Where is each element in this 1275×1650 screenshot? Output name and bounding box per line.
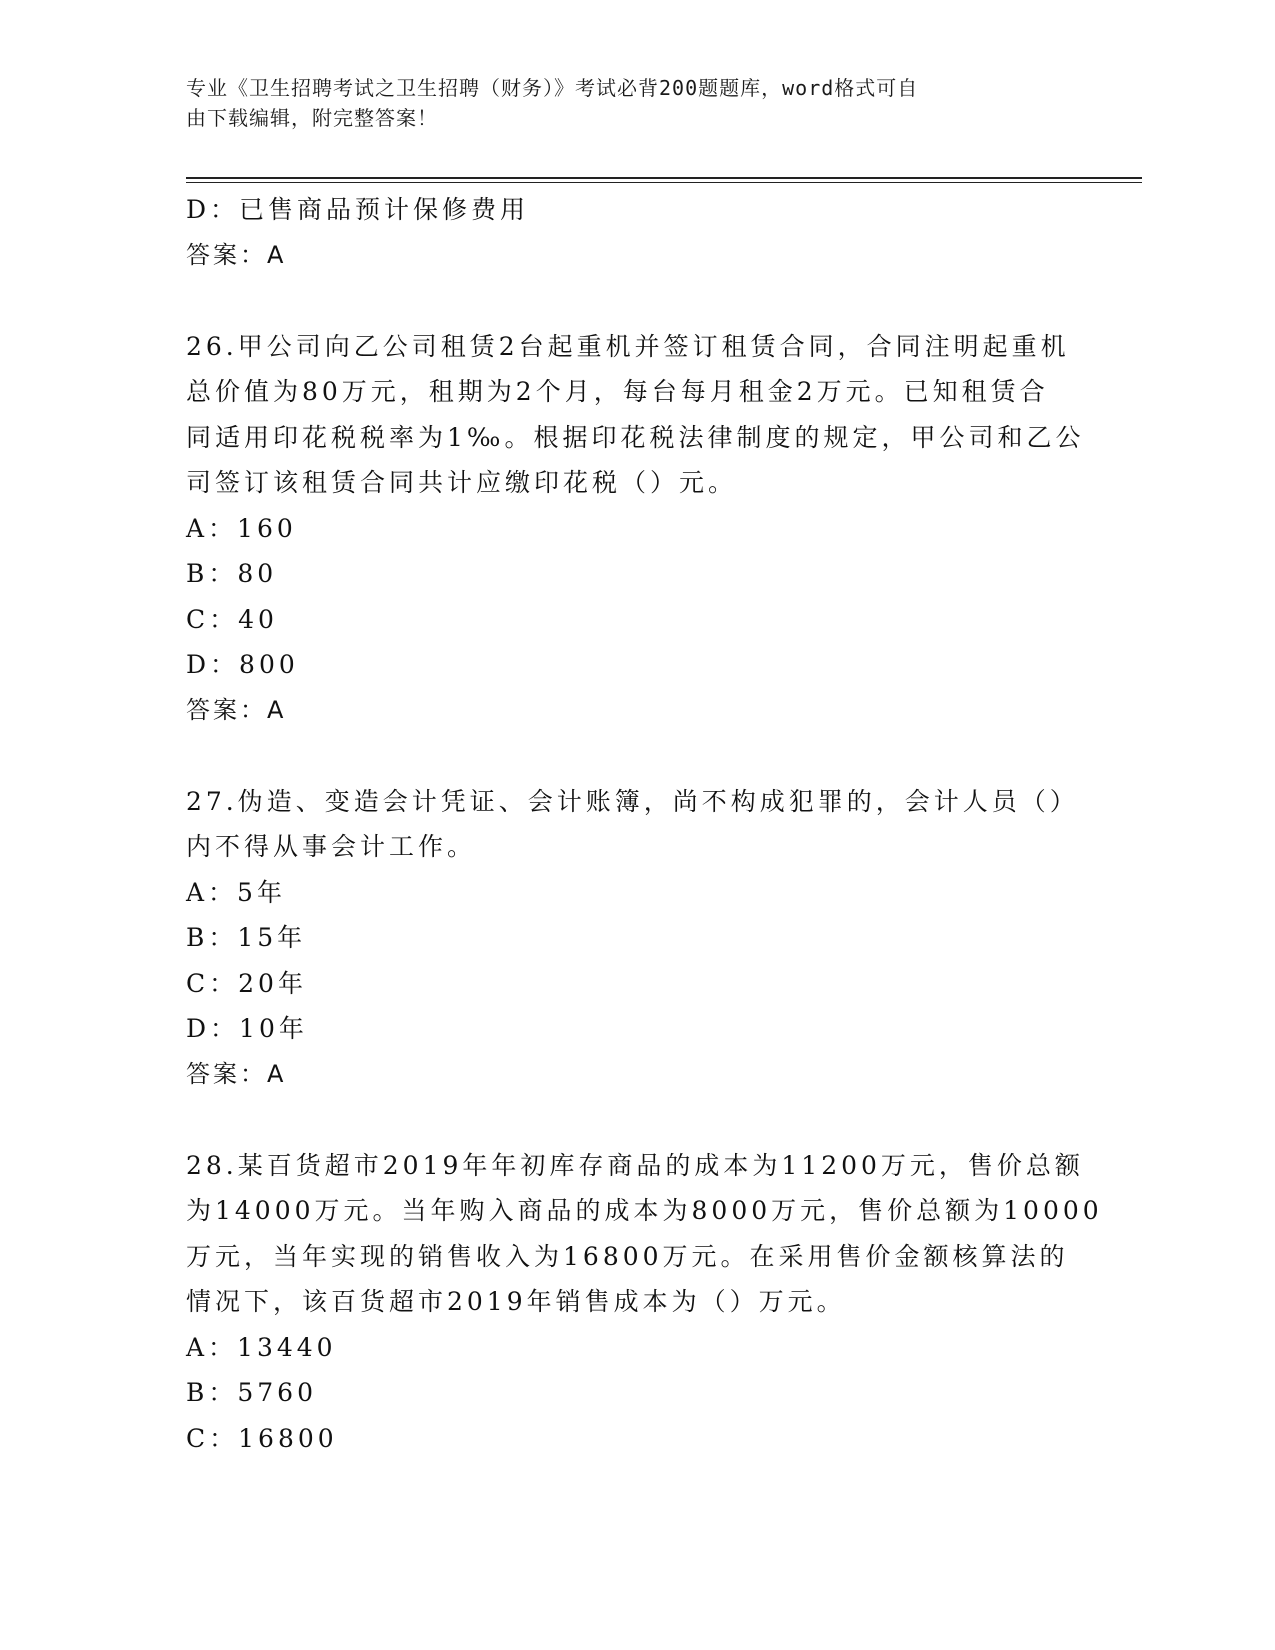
question-26 xyxy=(186,324,1085,734)
question-stem-line: 内不得从事会计工作。 xyxy=(186,832,477,861)
question-stem-line: 26.甲公司向乙公司租赁2台起重机并签订租赁合同，合同注明起重机 xyxy=(186,331,1070,361)
header-divider-thin xyxy=(186,182,1142,183)
question-stem-line: 总价值为80万元，租期为2个月，每台每月租金2万元。已知租赁合 xyxy=(186,377,1049,406)
answer-line: 答案：A xyxy=(186,240,287,269)
option-c: C：16800 xyxy=(186,1423,338,1453)
question-stem-line: 27.伪造、变造会计凭证、会计账簿，尚不构成犯罪的，会计人员（） xyxy=(186,786,1079,816)
question-stem-line: 司签订该租赁合同共计应缴印花税（）元。 xyxy=(186,468,738,497)
question-stem-line: 同适用印花税税率为1‰。根据印花税法律制度的规定，甲公司和乙公 xyxy=(186,422,1085,452)
question-stem-line: 万元，当年实现的销售收入为16800万元。在采用售价金额核算法的 xyxy=(186,1241,1069,1271)
option-b: B：80 xyxy=(186,559,278,588)
spacer xyxy=(186,1097,1066,1143)
option-d: D：10年 xyxy=(186,1014,308,1043)
question-28 xyxy=(186,1143,1103,1462)
question-stem-line: 情况下，该百货超市2019年销售成本为（）万元。 xyxy=(186,1287,846,1316)
document-header xyxy=(186,73,1066,133)
document-body xyxy=(186,187,1103,1461)
option-a: A：160 xyxy=(186,513,297,543)
option-d: D：已售商品预计保修费用 xyxy=(186,195,530,224)
spacer xyxy=(186,733,1066,779)
option-b: B：15年 xyxy=(186,923,307,952)
question-stem-line: 28.某百货超市2019年年初库存商品的成本为11200万元，售价总额 xyxy=(186,1150,1084,1180)
answer-line: 答案：A xyxy=(186,1059,287,1088)
header-divider-thick xyxy=(186,177,1142,179)
option-b: B：5760 xyxy=(186,1378,317,1407)
question-stem-line: 为14000万元。当年购入商品的成本为8000万元，售价总额为10000 xyxy=(186,1196,1103,1225)
option-c: C：20年 xyxy=(186,968,307,998)
question-27 xyxy=(186,779,1079,1098)
option-d: D：800 xyxy=(186,650,299,679)
prev-question xyxy=(186,187,1066,278)
option-a: A：5年 xyxy=(186,877,286,907)
spacer xyxy=(186,278,1066,324)
answer-line: 答案：A xyxy=(186,695,287,724)
option-c: C：40 xyxy=(186,604,278,634)
header-line-2: 由下载编辑，附完整答案！ xyxy=(186,106,438,130)
header-line-1: 专业《卫生招聘考试之卫生招聘（财务）》考试必背200题题库，word格式可自 xyxy=(186,76,919,100)
option-a: A：13440 xyxy=(186,1332,337,1362)
